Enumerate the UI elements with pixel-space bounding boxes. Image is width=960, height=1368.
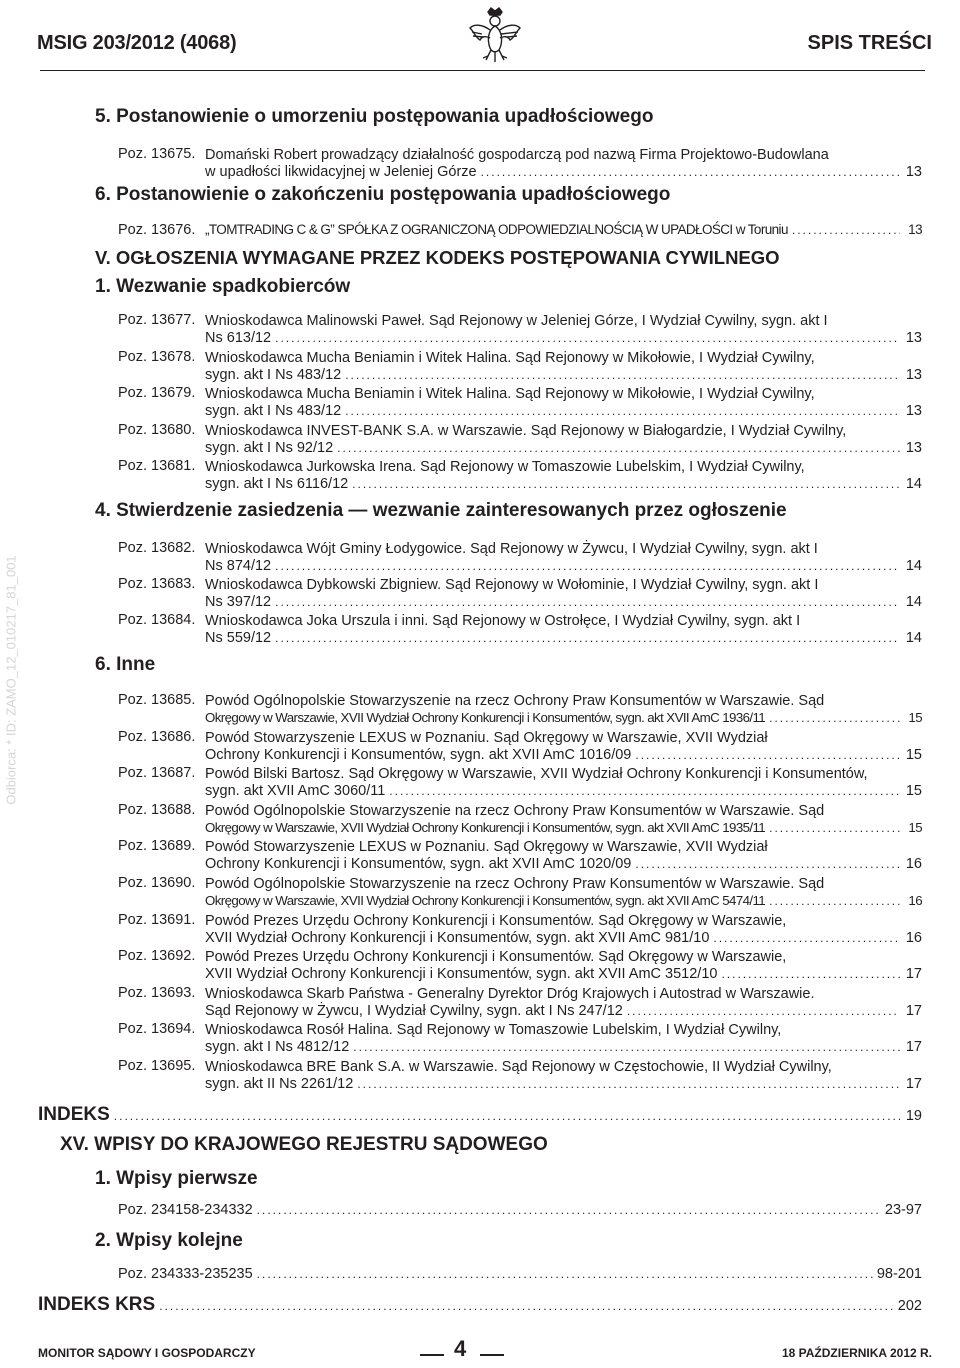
entry-poz: Poz. 13690. (118, 875, 196, 891)
header-title: MSIG 203/2012 (4068) (37, 32, 237, 54)
footer-date: 18 PAŹDZIERNIKA 2012 R. (781, 1346, 932, 1360)
page-ref: 13 (905, 164, 922, 180)
entry-line1: Powód Ogólnopolskie Stowarzyszenie na rzecz Ochrony Praw Konsumentów w Warszawie. Sąd (205, 876, 825, 892)
page-ref: 16 (908, 893, 922, 908)
entry-line2[interactable]: XVII Wydział Ochrony Konkurencji i Konsumentów, sygn. akt XVII AmC 981/10 ..... 16 (205, 930, 922, 948)
entry-poz: Poz. 13680. (118, 422, 196, 438)
entry-poz: Poz. 13689. (118, 838, 196, 854)
footer-dash-right (480, 1354, 504, 1356)
entry-poz: Poz. 13691. (118, 912, 196, 928)
section-5-title: 5. Postanowienie o umorzeniu postępowania upadłościowego (95, 106, 654, 127)
entry-line1: Wnioskodawca Dybkowski Zbigniew. Sąd Rejonowy w Wołominie, I Wydział Cywilny, sygn. akt I (205, 577, 819, 593)
page-ref: 16 (905, 930, 922, 946)
entry-line2[interactable]: sygn. akt XVII AmC 3060/11 ..... 15 (205, 783, 922, 801)
page-ref: 98-201 (876, 1266, 922, 1282)
entry-line2[interactable]: Ns 874/12 ..... 14 (205, 558, 922, 576)
entry-line2[interactable]: Okręgowy w Warszawie, XVII Wydział Ochrony Konkurencji i Konsumentów, sygn. akt XVII AmC 5474/11 ..... 16 (205, 893, 922, 911)
eagle-emblem-icon (468, 6, 522, 64)
entry-poz: Poz. 13695. (118, 1058, 196, 1074)
footer-publication: MONITOR SĄDOWY I GOSPODARCZY (38, 1346, 256, 1360)
xv1-line[interactable]: Poz. 234158-234332 ..... 23-97 (118, 1202, 922, 1220)
page-ref: 15 (908, 820, 922, 835)
indeks-line[interactable]: INDEKS ..... 19 (38, 1104, 922, 1128)
entry-line1: Wnioskodawca Mucha Beniamin i Witek Halina. Sąd Rejonowy w Mikołowie, I Wydział Cywilny, (205, 350, 815, 366)
recipient-watermark (0, 540, 22, 820)
page-ref: 13 (905, 330, 922, 346)
entry-line1: Powód Bilski Bartosz. Sąd Okręgowy w Warszawie, XVII Wydział Ochrony Konkurencji i Konsumentów, (205, 766, 868, 782)
indeks-krs-line[interactable]: INDEKS KRS ..... 202 (38, 1294, 922, 1318)
entry-line2[interactable]: sygn. akt II Ns 2261/12 ..... 17 (205, 1076, 922, 1094)
entry-line2[interactable]: XVII Wydział Ochrony Konkurencji i Konsumentów, sygn. akt XVII AmC 3512/10 ..... 17 (205, 966, 922, 984)
page-ref: 13 (905, 367, 922, 383)
entry-line2[interactable]: w upadłości likwidacyjnej w Jeleniej Górze ..... 13 (205, 164, 922, 182)
page-ref: 23-97 (884, 1202, 922, 1218)
page-ref: 19 (905, 1108, 922, 1124)
section-xv2-title: 2. Wpisy kolejne (95, 1230, 243, 1251)
entry-poz: Poz. 13677. (118, 312, 196, 328)
entry-line1: Domański Robert prowadzący działalność gospodarczą pod nazwą Firma Projektowo-Budowlana (205, 147, 829, 163)
entry-line1: Powód Ogólnopolskie Stowarzyszenie na rzecz Ochrony Praw Konsumentów w Warszawie. Sąd (205, 693, 825, 709)
recipient-id: Odbiorca: * ID: ZAMO_12_010217_81_001 (3, 555, 19, 805)
entry-line2[interactable]: sygn. akt I Ns 483/12 ..... 13 (205, 403, 922, 421)
section-v1-title: 1. Wezwanie spadkobierców (95, 276, 351, 297)
entry-poz: Poz. 13676. (118, 222, 196, 238)
page-ref: 13 (905, 440, 922, 456)
header-section: SPIS TREŚCI (807, 32, 932, 54)
entry-poz: Poz. 13692. (118, 948, 196, 964)
entry-poz: Poz. 13681. (118, 458, 196, 474)
entry-line2[interactable]: Sąd Rejonowy w Żywcu, I Wydział Cywilny, sygn. akt I Ns 247/12 ..... 17 (205, 1003, 922, 1021)
entry-poz: Poz. 13694. (118, 1021, 196, 1037)
page-ref: 17 (905, 966, 922, 982)
entry-line1: Wnioskodawca Wójt Gminy Łodygowice. Sąd Rejonowy w Żywcu, I Wydział Cywilny, sygn. akt I (205, 541, 818, 557)
entry-line2[interactable]: sygn. akt I Ns 4812/12 ..... 17 (205, 1039, 922, 1057)
footer-dash-left (420, 1354, 444, 1356)
part-v-title: V. OGŁOSZENIA WYMAGANE PRZEZ KODEKS POSTĘPOWANIA CYWILNEGO (95, 247, 780, 268)
entry-line1: Wnioskodawca Mucha Beniamin i Witek Halina. Sąd Rejonowy w Mikołowie, I Wydział Cywilny, (205, 386, 815, 402)
page-ref: 15 (905, 747, 922, 763)
page-ref: 14 (905, 476, 922, 492)
section-6-title: 6. Postanowienie o zakończeniu postępowania upadłościowego (95, 184, 671, 205)
page-ref: 14 (905, 558, 922, 574)
entry-line2[interactable]: sygn. akt I Ns 6116/12 ..... 14 (205, 476, 922, 494)
entry-line1: Powód Stowarzyszenie LEXUS w Poznaniu. Sąd Okręgowy w Warszawie, XVII Wydział (205, 839, 768, 855)
entry-line1: Wnioskodawca Jurkowska Irena. Sąd Rejonowy w Tomaszowie Lubelskim, I Wydział Cywilny, (205, 459, 805, 475)
entry-line2[interactable]: Okręgowy w Warszawie, XVII Wydział Ochrony Konkurencji i Konsumentów, sygn. akt XVII AmC 1936/11 ..... 15 (205, 710, 922, 728)
section-v6-title: 6. Inne (95, 654, 156, 675)
entry-line2[interactable]: sygn. akt I Ns 92/12 ..... 13 (205, 440, 922, 458)
entry-line2[interactable]: sygn. akt I Ns 483/12 ..... 13 (205, 367, 922, 385)
entry-line2[interactable]: Ns 613/12 ..... 13 (205, 330, 922, 348)
part-xv-title: XV. WPISY DO KRAJOWEGO REJESTRU SĄDOWEGO (60, 1134, 548, 1155)
entry-line2[interactable]: Ochrony Konkurencji i Konsumentów, sygn. akt XVII AmC 1016/09 ..... 15 (205, 747, 922, 765)
entry-poz: Poz. 13675. (118, 146, 196, 162)
entry-line1[interactable]: „TOMTRADING C & G” SPÓŁKA Z OGRANICZONĄ ODPOWIEDZIALNOŚCIĄ W UPADŁOŚCI w Toruniu ..... 13 (205, 222, 922, 240)
page-ref: 202 (897, 1298, 922, 1314)
page-ref: 17 (905, 1003, 922, 1019)
page-number: 4 (454, 1336, 467, 1361)
entry-line1: Wnioskodawca BRE Bank S.A. w Warszawie. Sąd Rejonowy w Częstochowie, II Wydział Cywilny, (205, 1059, 832, 1075)
entry-poz: Poz. 13685. (118, 692, 196, 708)
page-ref: 15 (905, 783, 922, 799)
entry-poz: Poz. 13693. (118, 985, 196, 1001)
entry-poz: Poz. 13686. (118, 729, 196, 745)
entry-poz: Poz. 13682. (118, 540, 196, 556)
page-ref: 14 (905, 594, 922, 610)
entry-poz: Poz. 13683. (118, 576, 196, 592)
entry-line1: Powód Stowarzyszenie LEXUS w Poznaniu. Sąd Okręgowy w Warszawie, XVII Wydział (205, 730, 768, 746)
entry-line1: Wnioskodawca Skarb Państwa - Generalny Dyrektor Dróg Krajowych i Autostrad w Warszawie. (205, 986, 815, 1002)
entry-line1: Wnioskodawca Joka Urszula i inni. Sąd Rejonowy w Ostrołęce, I Wydział Cywilny, sygn. akt I (205, 613, 801, 629)
xv2-line[interactable]: Poz. 234333-235235 ..... 98-201 (118, 1266, 922, 1284)
entry-line1: Powód Prezes Urzędu Ochrony Konkurencji i Konsumentów. Sąd Okręgowy w Warszawie, (205, 949, 787, 965)
section-v4-title: 4. Stwierdzenie zasiedzenia — wezwanie zainteresowanych przez ogłoszenie (95, 500, 787, 521)
page-ref: 13 (908, 222, 922, 237)
section-xv1-title: 1. Wpisy pierwsze (95, 1168, 258, 1189)
entry-line1: Powód Prezes Urzędu Ochrony Konkurencji i Konsumentów. Sąd Okręgowy w Warszawie, (205, 913, 787, 929)
page-ref: 13 (905, 403, 922, 419)
entry-line2[interactable]: Ns 397/12 ..... 14 (205, 594, 922, 612)
page-ref: 16 (905, 856, 922, 872)
entry-poz: Poz. 13678. (118, 349, 196, 365)
entry-line2[interactable]: Ochrony Konkurencji i Konsumentów, sygn. akt XVII AmC 1020/09 ..... 16 (205, 856, 922, 874)
page-ref: 15 (908, 710, 922, 725)
entry-line1: Wnioskodawca INVEST-BANK S.A. w Warszawie. Sąd Rejonowy w Białogardzie, I Wydział Cywilny, (205, 423, 847, 439)
page-ref: 14 (905, 630, 922, 646)
entry-line1: Wnioskodawca Malinowski Paweł. Sąd Rejonowy w Jeleniej Górze, I Wydział Cywilny, sygn. akt I (205, 313, 828, 329)
entry-line1: Powód Ogólnopolskie Stowarzyszenie na rzecz Ochrony Praw Konsumentów w Warszawie. Sąd (205, 803, 825, 819)
page-ref: 17 (905, 1039, 922, 1055)
page-ref: 17 (905, 1076, 922, 1092)
entry-line2[interactable]: Ns 559/12 ..... 14 (205, 630, 922, 648)
entry-line1: Wnioskodawca Rosół Halina. Sąd Rejonowy w Tomaszowie Lubelskim, I Wydział Cywilny, (205, 1022, 782, 1038)
entry-poz: Poz. 13679. (118, 385, 196, 401)
entry-poz: Poz. 13688. (118, 802, 196, 818)
header-rule (40, 70, 925, 71)
entry-line2[interactable]: Okręgowy w Warszawie, XVII Wydział Ochrony Konkurencji i Konsumentów, sygn. akt XVII AmC 1935/11 ..... 15 (205, 820, 922, 838)
entry-poz: Poz. 13684. (118, 612, 196, 628)
entry-poz: Poz. 13687. (118, 765, 196, 781)
